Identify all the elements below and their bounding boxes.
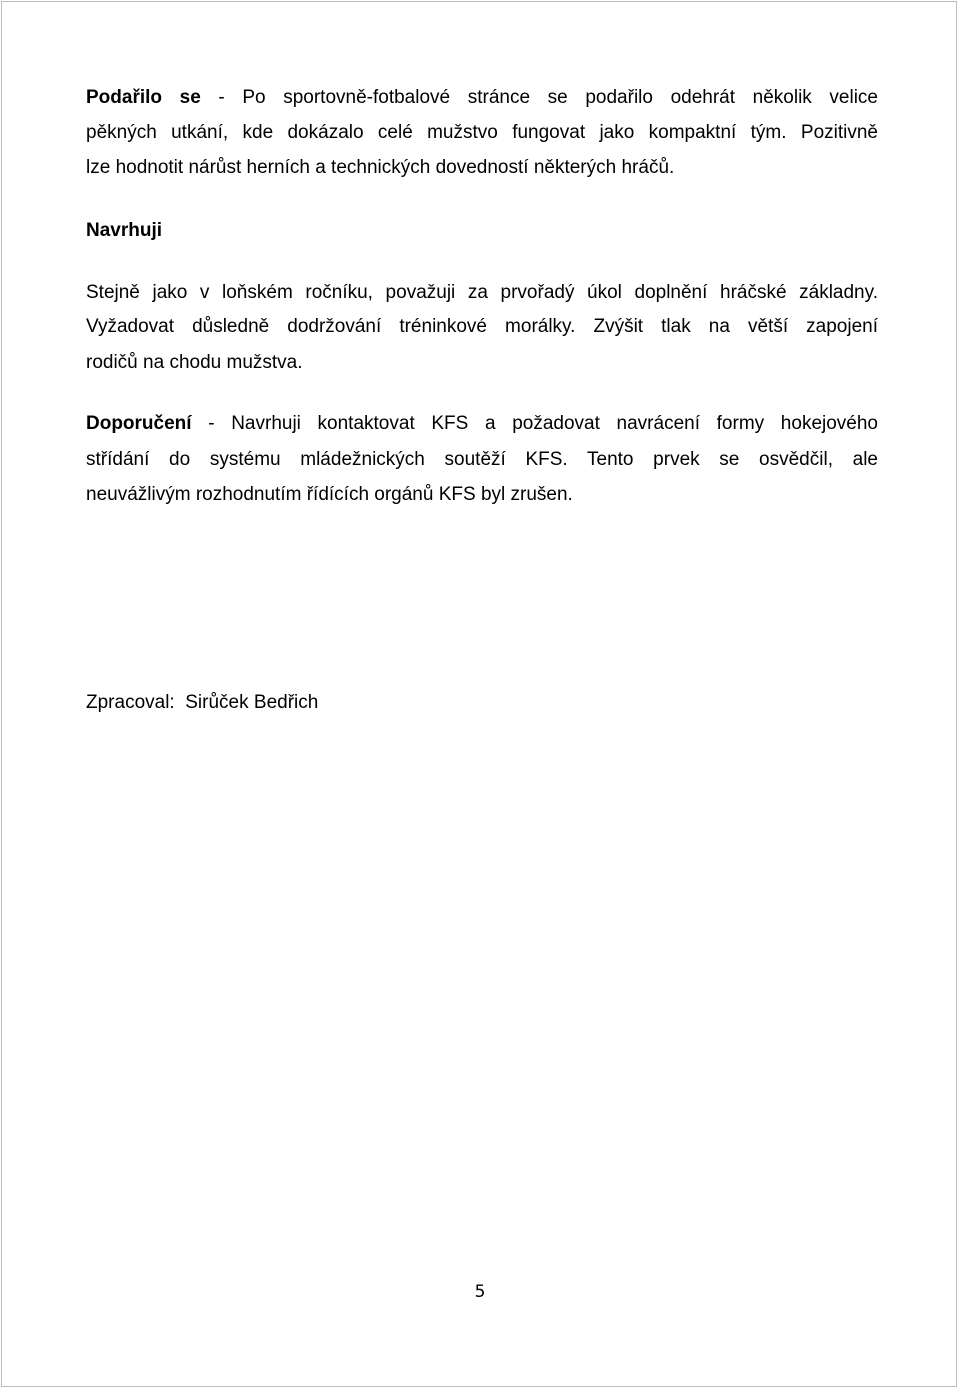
- paragraph-proposal-line: rodičů na chodu mužstva.: [86, 352, 303, 373]
- paragraph-success-line: pěkných utkání, kde dokázalo celé mužstvo fungovat jako kompaktní tým. Pozitivně: [86, 122, 878, 143]
- text: - Navrhuji kontaktovat KFS a požadovat navrácení formy hokejového: [191, 413, 878, 434]
- text: - Po sportovně-fotbalové stránce se podařilo odehrát několik velice: [200, 87, 878, 108]
- paragraph-success-line: lze hodnotit nárůst herních a technických dovedností některých hráčů.: [86, 157, 675, 178]
- signature: Zpracoval: Sirůček Bedřich: [86, 692, 319, 713]
- heading-proposal-text: Navrhuji: [86, 220, 163, 241]
- paragraph-recommendation-line: neuvážlivým rozhodnutím řídících orgánů KFS byl zrušen.: [86, 484, 573, 505]
- page-number: 5: [474, 1282, 486, 1302]
- page: [1, 1, 957, 1387]
- heading-recommendation: Doporučení: [86, 413, 192, 434]
- heading-proposal: [86, 220, 878, 242]
- paragraph-success-line: [86, 87, 878, 109]
- paragraph-proposal-line: Stejně jako v loňském ročníku, považuji za prvořadý úkol doplnění hráčské základny.: [86, 282, 878, 303]
- paragraph-recommendation-line: střídání do systému mládežnických soutěží KFS. Tento prvek se osvědčil, ale: [86, 449, 878, 470]
- paragraph-recommendation-line: [86, 413, 878, 435]
- paragraph-proposal-line: Vyžadovat důsledně dodržování tréninkové morálky. Zvýšit tlak na větší zapojení: [86, 316, 878, 337]
- heading-success: Podařilo se: [86, 87, 201, 108]
